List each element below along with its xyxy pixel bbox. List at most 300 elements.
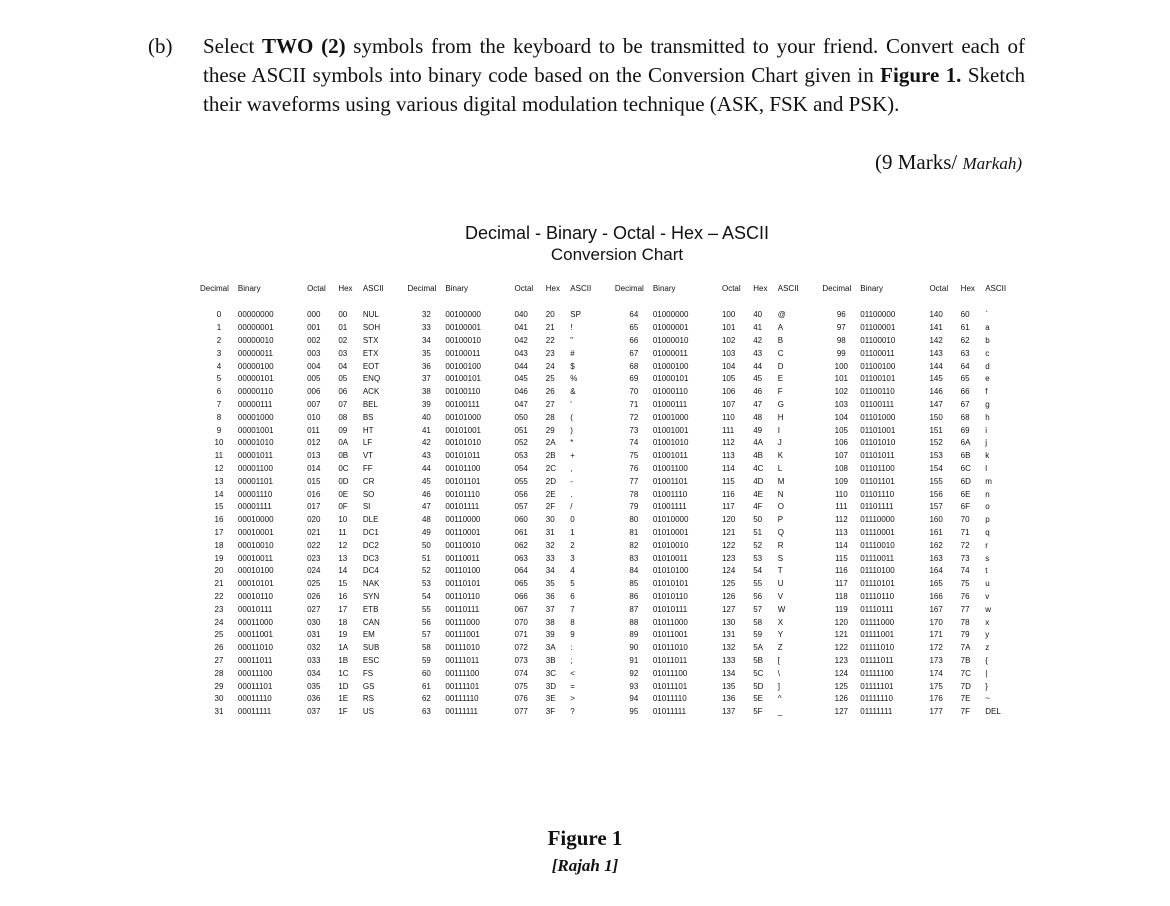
octal-cell: 037 — [307, 707, 321, 717]
octal-cell: 031 — [307, 630, 321, 640]
hex-cell: 73 — [960, 553, 970, 563]
decimal-cell: 74 — [629, 438, 639, 448]
hex-cell: 62 — [960, 335, 970, 345]
ascii-cell: @ — [777, 310, 786, 320]
decimal-cell: 91 — [629, 655, 639, 665]
decimal-cell: 120 — [834, 617, 848, 627]
ascii-cell: ] — [777, 681, 780, 691]
ascii-cell: v — [985, 591, 990, 601]
octal-cell: 154 — [929, 463, 943, 473]
table-row — [200, 667, 1030, 680]
column-header-hex: Hex — [338, 283, 353, 293]
ascii-cell: SO — [362, 489, 375, 499]
table-row — [200, 488, 1030, 501]
binary-cell: 00011111 — [237, 707, 272, 717]
octal-cell: 146 — [929, 387, 943, 397]
ascii-cell: LF — [362, 438, 373, 448]
hex-cell: 2E — [545, 489, 556, 499]
decimal-cell: 45 — [421, 476, 431, 486]
ascii-cell: X — [777, 617, 784, 627]
binary-cell: 01001011 — [652, 451, 688, 461]
ascii-cell: C — [777, 348, 784, 358]
octal-cell: 047 — [514, 399, 528, 409]
hex-cell: 47 — [753, 399, 763, 409]
ascii-cell: 5 — [570, 579, 575, 589]
decimal-cell: 11 — [214, 451, 224, 461]
hex-cell: 20 — [545, 310, 555, 320]
column-header-octal: Octal — [514, 283, 534, 293]
decimal-cell: 43 — [421, 451, 431, 461]
hex-cell: 57 — [753, 604, 763, 614]
ascii-cell: H — [777, 412, 784, 422]
hex-cell: 5B — [753, 655, 764, 665]
decimal-cell: 118 — [834, 591, 848, 601]
octal-cell: 053 — [514, 451, 528, 461]
table-row — [200, 309, 1030, 322]
hex-cell: 23 — [545, 348, 555, 358]
ascii-cell: G — [777, 399, 784, 409]
ascii-cell: m — [985, 476, 992, 486]
ascii-cell: o — [985, 502, 990, 512]
binary-cell: 00101011 — [445, 451, 481, 461]
hex-cell: 2C — [545, 463, 556, 473]
octal-cell: 033 — [307, 655, 321, 665]
decimal-cell: 85 — [629, 579, 639, 589]
binary-cell: 01100100 — [860, 361, 896, 371]
decimal-cell: 103 — [834, 399, 848, 409]
decimal-cell: 107 — [834, 451, 848, 461]
hex-cell: 1A — [338, 643, 349, 653]
ascii-cell: SUB — [362, 643, 380, 653]
table-row — [200, 693, 1030, 706]
hex-cell: 3E — [545, 694, 556, 704]
octal-cell: 027 — [307, 604, 321, 614]
octal-cell: 153 — [929, 451, 943, 461]
octal-cell: 120 — [721, 515, 736, 525]
decimal-cell: 12 — [214, 463, 224, 473]
ascii-cell: l — [985, 463, 987, 473]
decimal-cell: 105 — [834, 425, 848, 435]
decimal-cell: 48 — [421, 515, 431, 525]
octal-cell: 150 — [929, 412, 943, 422]
decimal-cell: 57 — [421, 630, 431, 640]
ascii-cell: M — [777, 476, 785, 486]
ascii-cell: k — [985, 451, 990, 461]
figure-caption: Figure 1 — [547, 826, 623, 850]
binary-cell: 01110001 — [860, 527, 895, 537]
ascii-cell: 8 — [570, 617, 575, 627]
octal-cell: 062 — [514, 540, 528, 550]
decimal-cell: 98 — [836, 335, 846, 345]
hex-cell: 75 — [960, 579, 970, 589]
binary-cell: 00110110 — [445, 591, 480, 601]
decimal-cell: 121 — [834, 630, 848, 640]
ascii-cell: ETX — [362, 348, 379, 358]
table-row — [200, 514, 1030, 527]
decimal-cell: 93 — [629, 681, 639, 691]
hex-cell: 4C — [753, 463, 764, 473]
decimal-cell: 94 — [629, 694, 639, 704]
decimal-cell: 123 — [834, 655, 848, 665]
binary-cell: 00101000 — [445, 412, 481, 422]
hex-cell: 6A — [960, 438, 971, 448]
table-row — [200, 591, 1030, 604]
octal-cell: 171 — [929, 630, 943, 640]
hex-cell: 01 — [338, 323, 348, 333]
octal-cell: 140 — [929, 310, 943, 320]
decimal-cell: 31 — [214, 707, 224, 717]
decimal-cell: 60 — [421, 668, 431, 678]
binary-cell: 00101010 — [445, 438, 481, 448]
hex-cell: 50 — [753, 515, 763, 525]
binary-cell: 00000101 — [237, 374, 274, 384]
hex-cell: 0D — [338, 476, 349, 486]
binary-cell: 00010110 — [237, 591, 273, 601]
decimal-cell: 19 — [214, 553, 224, 563]
decimal-cell: 21 — [214, 579, 224, 589]
binary-cell: 01100010 — [860, 335, 896, 345]
decimal-cell: 36 — [421, 361, 431, 371]
hex-cell: 7C — [960, 668, 971, 678]
decimal-cell: 111 — [835, 502, 848, 512]
octal-cell: 016 — [307, 489, 321, 499]
ascii-cell: SYN — [362, 591, 380, 601]
binary-cell: 01001000 — [652, 412, 689, 422]
octal-cell: 141 — [929, 323, 943, 333]
hex-cell: 2F — [545, 502, 556, 512]
decimal-cell: 37 — [421, 374, 431, 384]
ascii-cell: - — [570, 476, 573, 486]
decimal-cell: 62 — [421, 694, 431, 704]
binary-cell: 00000100 — [237, 361, 274, 371]
binary-cell: 00100010 — [445, 335, 481, 345]
octal-cell: 005 — [307, 374, 321, 384]
ascii-cell: SI — [362, 502, 371, 512]
hex-cell: 58 — [753, 617, 763, 627]
octal-cell: 114 — [721, 463, 735, 473]
decimal-cell: 86 — [629, 591, 639, 601]
hex-cell: 0A — [338, 438, 349, 448]
octal-cell: 166 — [929, 591, 943, 601]
ascii-cell: EOT — [362, 361, 380, 371]
octal-cell: 147 — [929, 399, 943, 409]
hex-cell: 72 — [960, 540, 970, 550]
binary-cell: 01110100 — [860, 566, 895, 576]
binary-cell: 00111111 — [445, 707, 478, 717]
octal-cell: 021 — [307, 527, 321, 537]
column-header-decimal: Decimal — [407, 283, 437, 293]
octal-cell: 051 — [514, 425, 528, 435]
ascii-cell: h — [985, 412, 990, 422]
binary-cell: 01010011 — [652, 553, 688, 563]
binary-cell: 00101111 — [445, 502, 480, 512]
binary-cell: 01001111 — [652, 502, 687, 512]
octal-cell: 012 — [307, 438, 321, 448]
binary-cell: 00111011 — [445, 655, 480, 665]
marks-label: (9 Marks/ Markah) — [875, 150, 1022, 174]
hex-cell: 32 — [545, 540, 555, 550]
octal-cell: 167 — [929, 604, 943, 614]
hex-cell: 18 — [338, 617, 348, 627]
ascii-cell: z — [985, 643, 990, 653]
octal-cell: 117 — [721, 502, 735, 512]
binary-cell: 00100111 — [445, 399, 480, 409]
hex-cell: 24 — [545, 361, 555, 371]
octal-cell: 042 — [514, 335, 528, 345]
ascii-cell: U — [777, 579, 784, 589]
ascii-cell: } — [985, 681, 988, 691]
octal-cell: 143 — [929, 348, 943, 358]
hex-cell: 4E — [753, 489, 764, 499]
binary-cell: 01000010 — [652, 335, 689, 345]
binary-cell: 01011110 — [652, 694, 687, 704]
ascii-cell: L — [777, 463, 783, 473]
table-row — [200, 437, 1030, 450]
ascii-cell: FF — [362, 463, 373, 473]
decimal-cell: 115 — [834, 553, 848, 563]
binary-cell: 00001110 — [237, 489, 273, 499]
decimal-cell: 80 — [629, 515, 639, 525]
binary-cell: 00001001 — [237, 425, 274, 435]
binary-cell: 00111001 — [445, 630, 480, 640]
octal-cell: 155 — [929, 476, 943, 486]
octal-cell: 130 — [721, 617, 736, 627]
column-header-ascii: ASCII — [362, 283, 384, 293]
octal-cell: 024 — [307, 566, 321, 576]
decimal-cell: 9 — [216, 425, 222, 435]
table-row — [200, 539, 1030, 552]
decimal-cell: 127 — [834, 707, 848, 717]
column-header-decimal: Decimal — [614, 283, 644, 293]
decimal-cell: 41 — [421, 425, 431, 435]
ascii-cell: ESC — [362, 655, 380, 665]
octal-cell: 022 — [307, 540, 321, 550]
hex-cell: 6B — [960, 451, 971, 461]
hex-cell: 00 — [338, 310, 348, 320]
binary-cell: 01111110 — [860, 694, 893, 704]
binary-cell: 00001100 — [237, 463, 273, 473]
binary-cell: 01010100 — [652, 566, 689, 576]
hex-cell: 3D — [545, 681, 556, 691]
binary-cell: 01111001 — [860, 630, 895, 640]
binary-cell: 01101010 — [860, 438, 896, 448]
hex-cell: 66 — [960, 387, 970, 397]
octal-cell: 055 — [514, 476, 528, 486]
table-row — [200, 680, 1030, 693]
octal-cell: 014 — [307, 463, 321, 473]
decimal-cell: 89 — [629, 630, 639, 640]
hex-cell: 37 — [545, 604, 555, 614]
decimal-cell: 122 — [834, 643, 848, 653]
octal-cell: 145 — [929, 374, 943, 384]
binary-cell: 01110111 — [860, 604, 894, 614]
octal-cell: 045 — [514, 374, 528, 384]
column-header-binary: Binary — [860, 283, 883, 293]
binary-cell: 01111010 — [860, 643, 895, 653]
hex-cell: 26 — [545, 387, 555, 397]
table-row — [200, 322, 1030, 335]
ascii-cell: STX — [362, 335, 379, 345]
hex-cell: 4F — [753, 502, 763, 512]
column-header-hex: Hex — [545, 283, 560, 293]
hex-cell: 52 — [753, 540, 763, 550]
column-header-octal: Octal — [929, 283, 949, 293]
decimal-cell: 117 — [834, 579, 848, 589]
octal-cell: 100 — [721, 310, 736, 320]
binary-cell: 01110011 — [860, 553, 895, 563]
decimal-cell: 54 — [421, 591, 431, 601]
octal-cell: 013 — [307, 451, 321, 461]
question-text: Select TWO (2) symbols from the keyboard to be transmitted to your friend. Convert each of these ASCII symbols into binary code based on the Conversion Chart given in Figure 1. Sketch their waveforms using various digital modulation technique (ASK, FSK and PSK). — [203, 34, 1026, 116]
binary-cell: 01001010 — [652, 438, 689, 448]
hex-cell: 1D — [338, 681, 349, 691]
ascii-cell: 4 — [570, 566, 575, 576]
octal-cell: 115 — [721, 476, 735, 486]
decimal-cell: 83 — [629, 553, 639, 563]
decimal-cell: 108 — [834, 463, 848, 473]
octal-cell: 164 — [929, 566, 943, 576]
ascii-cell: E — [777, 374, 784, 384]
binary-cell: 01100111 — [860, 399, 895, 409]
ascii-cell: VT — [362, 451, 374, 461]
column-header-hex: Hex — [960, 283, 975, 293]
ascii-cell: n — [985, 489, 990, 499]
ascii-cell: ) — [570, 425, 573, 435]
ascii-cell: SP — [570, 310, 581, 320]
column-header-binary: Binary — [237, 283, 261, 293]
octal-cell: 156 — [929, 489, 943, 499]
decimal-cell: 113 — [834, 527, 848, 537]
hex-cell: 05 — [338, 374, 348, 384]
octal-cell: 136 — [721, 694, 736, 704]
octal-cell: 175 — [929, 681, 943, 691]
octal-cell: 142 — [929, 335, 943, 345]
binary-cell: 01000110 — [652, 387, 688, 397]
hex-cell: 0B — [338, 451, 349, 461]
octal-cell: 157 — [929, 502, 943, 512]
binary-cell: 01010010 — [652, 540, 689, 550]
decimal-cell: 22 — [214, 591, 224, 601]
decimal-cell: 100 — [834, 361, 848, 371]
octal-cell: 076 — [514, 694, 528, 704]
ascii-cell: DEL — [985, 707, 1001, 717]
table-row — [200, 450, 1030, 463]
decimal-cell: 109 — [834, 476, 848, 486]
binary-cell: 00000110 — [237, 387, 273, 397]
hex-cell: 5D — [753, 681, 764, 691]
decimal-cell: 1 — [216, 323, 222, 333]
binary-cell: 01111000 — [860, 617, 895, 627]
octal-cell: 050 — [514, 412, 528, 422]
hex-cell: 06 — [338, 387, 348, 397]
hex-cell: 3B — [545, 655, 556, 665]
column-header-decimal: Decimal — [200, 283, 229, 293]
hex-cell: 60 — [960, 310, 970, 320]
table-row — [200, 616, 1030, 629]
binary-cell: 01010000 — [652, 515, 689, 525]
hex-cell: 7E — [960, 694, 971, 704]
ascii-cell: g — [985, 399, 990, 409]
decimal-cell: 99 — [836, 348, 846, 358]
binary-cell: 00110011 — [445, 553, 480, 563]
table-row — [200, 475, 1030, 488]
binary-cell: 01111100 — [860, 668, 894, 678]
hex-cell: 4B — [753, 451, 764, 461]
binary-cell: 00001010 — [237, 438, 274, 448]
decimal-cell: 119 — [834, 604, 848, 614]
hex-cell: 2D — [545, 476, 556, 486]
hex-cell: 38 — [545, 617, 555, 627]
octal-cell: 034 — [307, 668, 321, 678]
binary-cell: 00100001 — [445, 323, 481, 333]
hex-cell: 64 — [960, 361, 970, 371]
ascii-cell: 9 — [570, 630, 575, 640]
hex-cell: 45 — [753, 374, 763, 384]
binary-cell: 01101011 — [860, 451, 895, 461]
ascii-cell: w — [985, 604, 991, 614]
hex-cell: 02 — [338, 335, 348, 345]
chart-title: Decimal - Binary - Octal - Hex – ASCII — [464, 223, 770, 243]
ascii-cell: f — [985, 387, 988, 397]
hex-cell: 68 — [960, 412, 970, 422]
octal-cell: 054 — [514, 463, 528, 473]
ascii-cell: ^ — [777, 694, 782, 704]
octal-cell: 023 — [307, 553, 321, 563]
octal-cell: 102 — [721, 335, 736, 345]
binary-cell: 00010100 — [237, 566, 274, 576]
ascii-cell: : — [570, 643, 573, 653]
binary-cell: 00111010 — [445, 643, 480, 653]
binary-cell: 00001000 — [237, 412, 274, 422]
hex-cell: 27 — [545, 399, 555, 409]
hex-cell: 42 — [753, 335, 763, 345]
ascii-cell: 1 — [570, 527, 575, 537]
binary-cell: 01111011 — [860, 655, 894, 665]
octal-cell: 123 — [721, 553, 736, 563]
octal-cell: 061 — [514, 527, 528, 537]
octal-cell: 063 — [514, 553, 528, 563]
decimal-cell: 47 — [421, 502, 431, 512]
decimal-cell: 104 — [834, 412, 848, 422]
octal-cell: 172 — [929, 643, 943, 653]
decimal-cell: 75 — [629, 451, 639, 461]
table-row — [200, 655, 1030, 668]
hex-cell: 61 — [960, 323, 970, 333]
octal-cell: 126 — [721, 591, 736, 601]
hex-cell: 4D — [753, 476, 764, 486]
binary-cell: 00111100 — [445, 668, 480, 678]
decimal-cell: 90 — [629, 643, 639, 653]
binary-cell: 01111101 — [860, 681, 894, 691]
hex-cell: 03 — [338, 348, 348, 358]
ascii-cell: US — [362, 707, 374, 717]
ascii-cell: 6 — [570, 591, 575, 601]
hex-cell: 48 — [753, 412, 763, 422]
table-row — [200, 565, 1030, 578]
hex-cell: 46 — [753, 387, 763, 397]
binary-cell: 00011001 — [237, 630, 273, 640]
hex-cell: 04 — [338, 361, 348, 371]
octal-cell: 131 — [721, 630, 736, 640]
ascii-cell: ; — [570, 655, 573, 665]
column-header-octal: Octal — [721, 283, 741, 293]
binary-cell: 01101101 — [860, 476, 895, 486]
binary-cell: 01110101 — [860, 579, 895, 589]
decimal-cell: 76 — [629, 463, 639, 473]
decimal-cell: 67 — [629, 348, 639, 358]
octal-cell: 122 — [721, 540, 736, 550]
ascii-cell: { — [985, 655, 988, 665]
